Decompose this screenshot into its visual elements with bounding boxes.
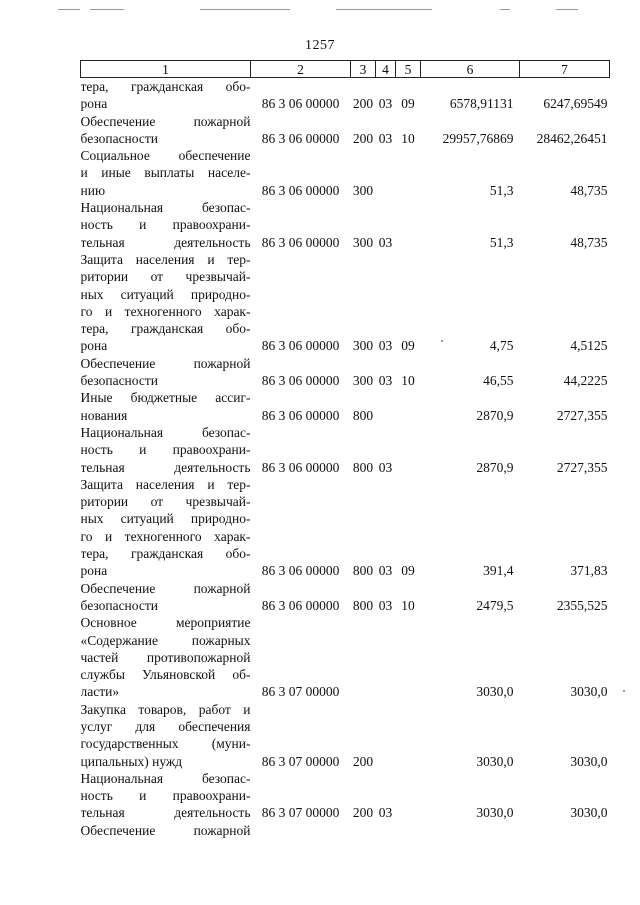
- row-description: [81, 770, 251, 822]
- row-code: 86 3 06 00000: [261, 459, 340, 475]
- description-line: Обеспечение пожарной: [80, 355, 251, 371]
- description-line: Национальная безопас-: [80, 424, 251, 440]
- row-section: [376, 614, 396, 700]
- row-description: [81, 251, 251, 355]
- row-code: 86 3 06 00000: [261, 597, 340, 613]
- row-amount-1: [421, 822, 520, 839]
- row-section: 03: [378, 563, 393, 579]
- description-line: тельная деятельность: [80, 805, 251, 821]
- row-amount-2: 48,735: [570, 234, 608, 250]
- row-description: [81, 424, 251, 476]
- column-header: 2: [251, 61, 351, 78]
- row-description: [81, 580, 251, 615]
- description-line: нования: [80, 407, 128, 423]
- description-line: Закупка товаров, работ и: [80, 701, 251, 717]
- row-code: 86 3 07 00000: [261, 684, 340, 700]
- row-description: [81, 78, 251, 113]
- description-line: ность и правоохрани-: [80, 217, 251, 233]
- row-description: [81, 355, 251, 390]
- description-line: службы Ульяновской об-: [80, 667, 251, 683]
- description-line: ципальных) нужд: [80, 753, 183, 769]
- row-subsection: 09: [401, 96, 415, 112]
- description-line: ритории от чрезвычай-: [80, 269, 251, 285]
- row-subsection: 09: [401, 563, 415, 579]
- row-amount-2: 28462,26451: [536, 130, 608, 146]
- description-line: Защита населения и тер-: [80, 476, 251, 492]
- table-row: [81, 701, 610, 770]
- description-line: тельная деятельность: [80, 459, 251, 475]
- table-row: [81, 113, 610, 148]
- row-expense-type: 200: [352, 753, 374, 769]
- row-code: 86 3 06 00000: [261, 96, 340, 112]
- table-row: [81, 199, 610, 251]
- row-description: [81, 822, 251, 839]
- description-line: государственных (муни-: [80, 736, 251, 752]
- description-line: ритории от чрезвычай-: [80, 494, 251, 510]
- row-amount-2: 4,5125: [570, 338, 608, 354]
- row-amount-2: 3030,0: [570, 684, 608, 700]
- description-line: ных ситуаций природно-: [80, 511, 251, 527]
- row-description: [81, 147, 251, 199]
- row-amount-1: 2479,5: [476, 597, 514, 613]
- row-section: [376, 147, 396, 199]
- row-description: [81, 701, 251, 770]
- row-expense-type: 800: [352, 597, 374, 613]
- description-line: Основное мероприятие: [80, 615, 251, 631]
- table-row: [81, 389, 610, 424]
- row-section: 03: [378, 96, 393, 112]
- column-header: 3: [351, 61, 376, 78]
- row-expense-type: 800: [352, 459, 374, 475]
- budget-table: [80, 60, 610, 839]
- row-code: 86 3 06 00000: [261, 130, 340, 146]
- table-row: [81, 355, 610, 390]
- row-expense-type: 300: [352, 182, 374, 198]
- row-subsection: [396, 424, 421, 476]
- row-description: [81, 199, 251, 251]
- description-line: «Содержание пожарных: [80, 632, 251, 648]
- row-section: 03: [378, 373, 393, 389]
- row-subsection: [396, 822, 421, 839]
- row-amount-2: 371,83: [570, 563, 608, 579]
- row-subsection: [396, 389, 421, 424]
- row-code: 86 3 06 00000: [261, 234, 340, 250]
- description-line: тельная деятельность: [80, 234, 251, 250]
- description-line: Обеспечение пожарной: [80, 580, 251, 596]
- description-line: го и техногенного харак-: [80, 303, 251, 319]
- description-line: безопасности: [80, 373, 158, 389]
- row-description: [81, 476, 251, 580]
- description-line: услуг для обеспечения: [80, 718, 251, 734]
- table-row: [81, 147, 610, 199]
- description-line: нию: [80, 182, 106, 198]
- column-header: 6: [421, 61, 520, 78]
- table-row: [81, 614, 610, 700]
- scan-artifact: [556, 9, 578, 10]
- row-section: [376, 701, 396, 770]
- description-line: Обеспечение пожарной: [80, 113, 251, 129]
- description-line: безопасности: [80, 597, 158, 613]
- table-row: [81, 424, 610, 476]
- description-line: частей противопожарной: [80, 649, 251, 665]
- table-row: [81, 770, 610, 822]
- row-amount-1: 46,55: [483, 373, 514, 389]
- description-line: Обеспечение пожарной: [80, 822, 251, 838]
- description-line: Социальное обеспечение: [80, 148, 251, 164]
- table-row: [81, 251, 610, 355]
- row-section: [376, 822, 396, 839]
- row-subsection: [396, 770, 421, 822]
- row-subsection: [396, 614, 421, 700]
- description-line: рона: [80, 96, 108, 112]
- row-expense-type: 300: [352, 338, 374, 354]
- row-subsection: [396, 147, 421, 199]
- row-amount-2: 3030,0: [570, 805, 608, 821]
- description-line: тера, гражданская обо-: [80, 546, 251, 562]
- table-header-row: [81, 61, 610, 78]
- column-header: 1: [81, 61, 251, 78]
- description-line: тера, гражданская обо-: [80, 321, 251, 337]
- row-amount-1: 3030,0: [476, 753, 514, 769]
- row-code: 86 3 06 00000: [261, 563, 340, 579]
- row-section: [376, 389, 396, 424]
- scan-speck: [441, 340, 443, 342]
- row-amount-2: 6247,69549: [543, 96, 608, 112]
- row-subsection: 09: [401, 338, 415, 354]
- row-amount-1: 6578,91131: [449, 96, 514, 112]
- row-amount-1: 3030,0: [476, 805, 514, 821]
- description-line: ных ситуаций природно-: [80, 286, 251, 302]
- page-number: 1257: [305, 38, 335, 53]
- scan-speck: [623, 690, 625, 692]
- row-expense-type: [351, 822, 376, 839]
- row-code: 86 3 06 00000: [261, 338, 340, 354]
- row-amount-2: 2355,525: [556, 597, 608, 613]
- row-section: 03: [378, 130, 393, 146]
- description-line: тера, гражданская обо-: [80, 79, 251, 94]
- scan-artifact: [200, 9, 290, 10]
- description-line: безопасности: [80, 130, 158, 146]
- row-amount-1: 4,75: [489, 338, 514, 354]
- row-amount-1: 29957,76869: [442, 130, 514, 146]
- row-code: 86 3 07 00000: [261, 753, 340, 769]
- row-amount-1: 51,3: [489, 234, 514, 250]
- row-amount-1: 3030,0: [476, 684, 514, 700]
- row-description: [81, 113, 251, 148]
- description-line: ность и правоохрани-: [80, 788, 251, 804]
- row-code: 86 3 07 00000: [261, 805, 340, 821]
- row-expense-type: [351, 614, 376, 700]
- row-amount-2: [520, 822, 610, 839]
- row-expense-type: 200: [352, 96, 374, 112]
- description-line: ность и правоохрани-: [80, 442, 251, 458]
- column-header: 7: [520, 61, 610, 78]
- row-expense-type: 800: [352, 407, 374, 423]
- row-expense-type: 800: [352, 563, 374, 579]
- scan-artifact: [90, 9, 124, 10]
- table-row: [81, 476, 610, 580]
- row-section: 03: [378, 338, 393, 354]
- row-description: [81, 614, 251, 700]
- row-subsection: [396, 199, 421, 251]
- row-code: 86 3 06 00000: [261, 373, 340, 389]
- description-line: Национальная безопас-: [80, 770, 251, 786]
- row-amount-2: 2727,355: [556, 407, 608, 423]
- scan-artifact: [336, 9, 432, 10]
- row-amount-1: 391,4: [483, 563, 514, 579]
- description-line: рона: [80, 563, 108, 579]
- row-amount-1: 2870,9: [476, 407, 514, 423]
- row-expense-type: 300: [352, 373, 374, 389]
- row-amount-2: 48,735: [570, 182, 608, 198]
- table-row: [81, 78, 610, 113]
- row-subsection: 10: [401, 597, 415, 613]
- row-amount-2: 3030,0: [570, 753, 608, 769]
- row-amount-2: 44,2225: [563, 373, 608, 389]
- description-line: Иные бюджетные ассиг-: [80, 390, 251, 406]
- row-code: [251, 822, 351, 839]
- row-amount-1: 2870,9: [476, 459, 514, 475]
- description-line: и иные выплаты населе-: [80, 165, 251, 181]
- column-header: 4: [376, 61, 396, 78]
- row-section: 03: [378, 597, 393, 613]
- description-line: ласти»: [80, 684, 120, 700]
- description-line: го и техногенного харак-: [80, 528, 251, 544]
- row-section: 03: [378, 805, 393, 821]
- row-code: 86 3 06 00000: [261, 407, 340, 423]
- row-subsection: [396, 701, 421, 770]
- description-line: рона: [80, 338, 108, 354]
- row-section: 03: [378, 459, 393, 475]
- scan-artifact: [58, 9, 80, 10]
- row-amount-1: 51,3: [489, 182, 514, 198]
- table-row: [81, 822, 610, 839]
- description-line: Защита населения и тер-: [80, 251, 251, 267]
- row-section: 03: [378, 234, 393, 250]
- column-header: 5: [396, 61, 421, 78]
- description-line: Национальная безопас-: [80, 200, 251, 216]
- table-body: [81, 78, 610, 840]
- row-expense-type: 200: [352, 805, 374, 821]
- table-row: [81, 580, 610, 615]
- row-code: 86 3 06 00000: [261, 182, 340, 198]
- row-expense-type: 200: [352, 130, 374, 146]
- row-description: [81, 389, 251, 424]
- row-subsection: 10: [401, 130, 415, 146]
- scan-artifact: [500, 9, 510, 10]
- row-expense-type: 300: [352, 234, 374, 250]
- row-subsection: 10: [401, 373, 415, 389]
- row-amount-2: 2727,355: [556, 459, 608, 475]
